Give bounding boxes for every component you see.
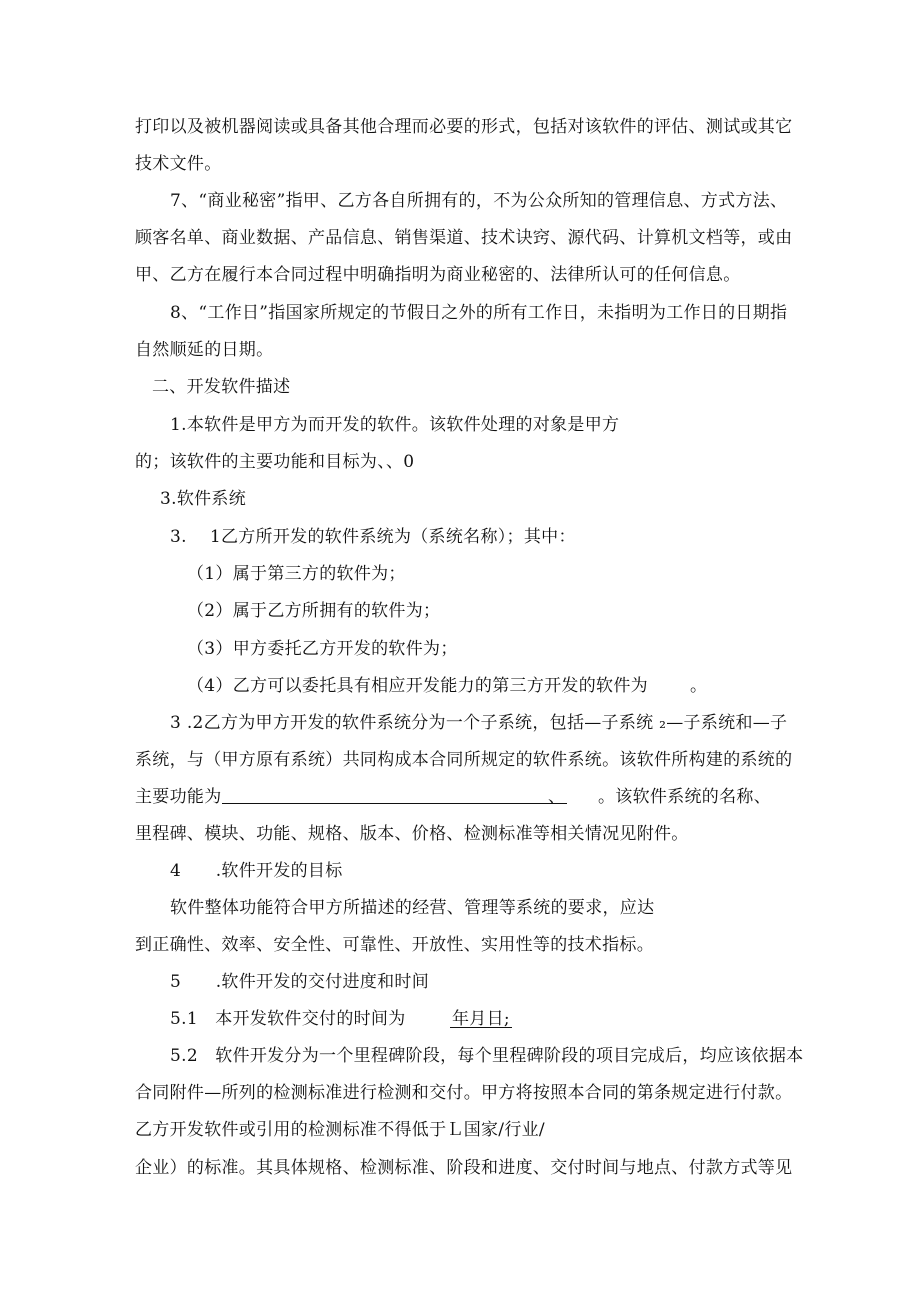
date-field: 年月日; (452, 1009, 510, 1029)
fill-in-blank-underline (222, 803, 567, 804)
text-line: 7、“商业秘密”指甲、乙方各自所拥有的，不为公众所知的管理信息、方式方法、 (170, 191, 788, 211)
text-line: 软件整体功能符合甲方所描述的经营、管理等系统的要求，应达 (170, 898, 655, 918)
text-line: 3. 1乙方所开发的软件系统为（系统名称）；其中： (170, 527, 576, 547)
text-line: 1.本软件是甲方为而开发的软件。该软件处理的对象是甲方 (170, 415, 620, 435)
list-item: （1）属于第三方的软件为； (187, 564, 406, 584)
text-line: 企业）的标准。其具体规格、检测标准、阶段和进度、交付时间与地点、付款方式等见 (135, 1158, 793, 1178)
list-item: （4）乙方可以委托具有相应开发能力的第三方开发的软件为 (187, 676, 648, 696)
text-line: 技术文件。 (135, 154, 222, 174)
list-item: （3）甲方委托乙方开发的软件为； (187, 639, 458, 659)
subsection-heading: 3.软件系统 (160, 489, 247, 509)
text-line: 合同附件—所列的检测标准进行检测和交付。甲方将按照本合同的第条规定进行付款。 (135, 1083, 793, 1103)
text-line: 甲、乙方在履行本合同过程中明确指明为商业秘密的、法律所认可的任何信息。 (135, 265, 741, 285)
list-item: （2）属于乙方所拥有的软件为； (187, 601, 441, 621)
text-line: 自然顺延的日期。 (135, 340, 274, 360)
text-line: 的；该软件的主要功能和目标为、、0 (135, 452, 415, 472)
text-line: 系统，与（甲方原有系统）共同构成本合同所规定的软件系统。该软件所构建的系统的 (135, 750, 793, 770)
text-line: 顾客名单、商业数据、产品信息、销售渠道、技术诀窍、源代码、计算机文档等，或由 (135, 228, 793, 248)
text-line: 。该软件系统的名称、 (598, 787, 771, 807)
text-line: 5.2 软件开发分为一个里程碑阶段，每个里程碑阶段的项目完成后，均应该依据本 (170, 1046, 804, 1066)
text-line: 乙方开发软件或引用的检测标准不得低于Ｌ国家/行业/ (135, 1120, 545, 1140)
section-heading: 二、开发软件描述 (152, 377, 291, 397)
blank-comma: 、 (548, 787, 566, 807)
subsection-heading: 5 .软件开发的交付进度和时间 (170, 972, 430, 992)
text-line: 里程碑、模块、功能、规格、版本、价格、检测标准等相关情况见附件。 (135, 824, 689, 844)
text-line: 5.1 本开发软件交付的时间为 (170, 1009, 406, 1029)
date-underline (450, 1027, 512, 1028)
text-line: 打印以及被机器阅读或具备其他合理而必要的形式，包括对该软件的评估、测试或其它 (135, 117, 793, 137)
text-line: 到正确性、效率、安全性、可靠性、开放性、实用性等的技术指标。 (135, 935, 654, 955)
text-line: 主要功能为 (135, 787, 222, 807)
text-line: 3 .2乙方为甲方开发的软件系统分为一个子系统，包括—子系统 ₂—子系统和—子 (170, 713, 788, 733)
subsection-heading: 4 .软件开发的目标 (170, 861, 343, 881)
text-line: 8、“工作日”指国家所规定的节假日之外的所有工作日，未指明为工作日的日期指 (170, 303, 788, 323)
trailing-period: 。 (690, 676, 708, 696)
